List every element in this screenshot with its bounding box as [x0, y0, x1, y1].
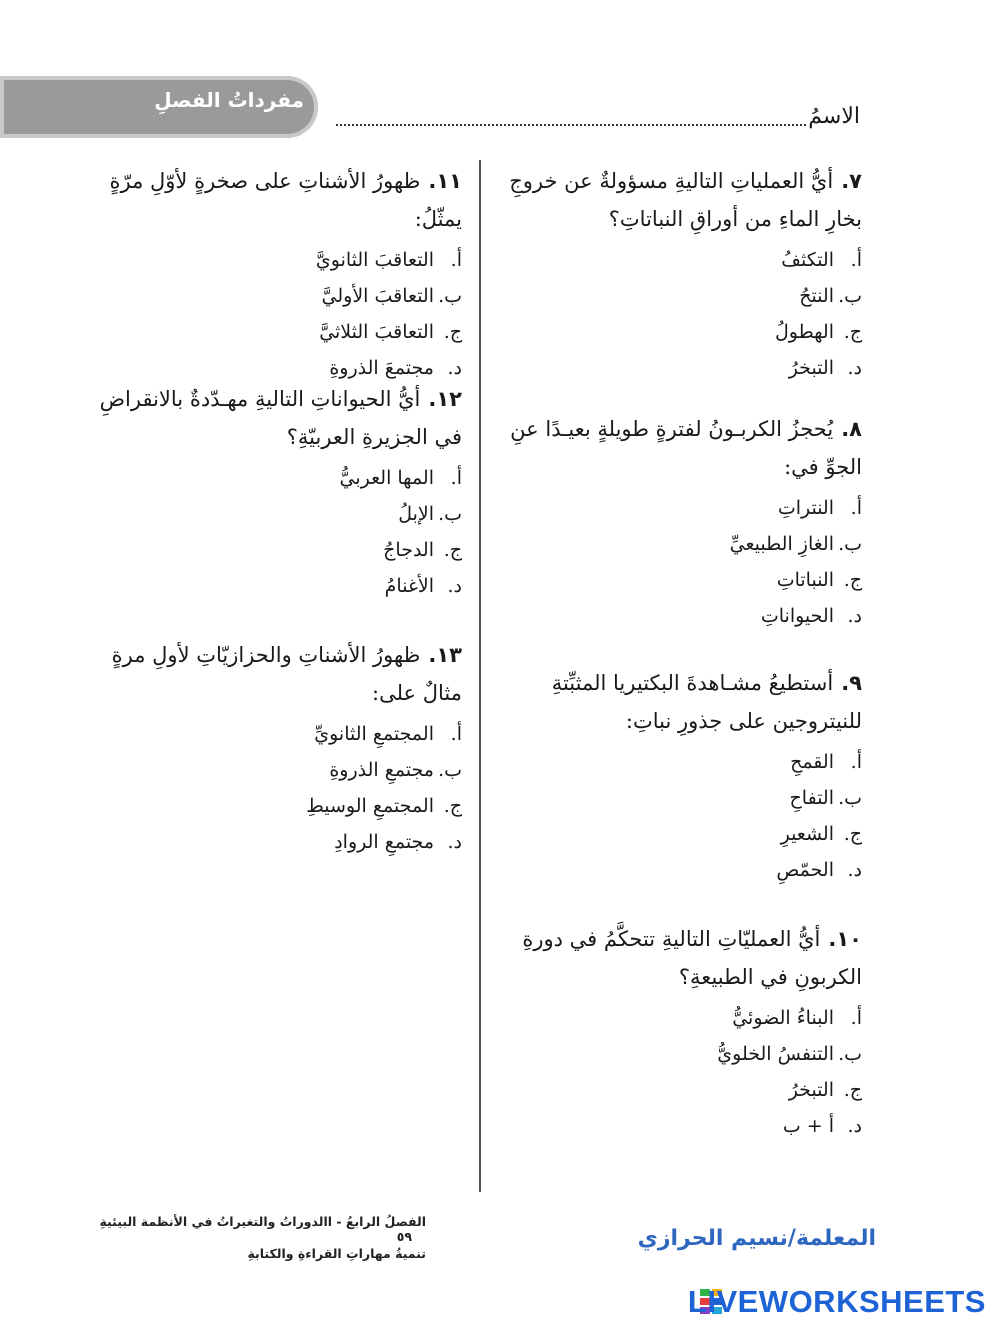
question-number: ٧.	[841, 169, 862, 193]
choice-d[interactable]: د.الحيواناتِ	[760, 605, 862, 627]
footer-chapter-text: الفصلُ الرابعُ - االدوراتُ والتغيراتُ في الأنظمة البيئيةِ	[99, 1214, 426, 1229]
choice-a[interactable]: أ.القمحِ	[790, 751, 862, 773]
question-10	[482, 920, 862, 1144]
question-11	[82, 162, 462, 386]
question-12	[82, 380, 462, 604]
choice-b[interactable]: ب.مجتمعِ الذروةِ	[329, 759, 462, 781]
teacher-name: المعلمة/نسيم الحرازي	[637, 1226, 876, 1251]
question-text: أيُّ العمليّاتِ التاليةِ تتحكَّمُ في دورةِ الكربونِ في الطبيعةِ؟	[522, 927, 862, 989]
choice-b[interactable]: ب.التفاحِ	[789, 787, 862, 809]
choice-c[interactable]: ج.النباتاتِ	[776, 569, 862, 591]
choice-a[interactable]: أ.المها العربيُّ	[339, 467, 462, 489]
question-number: ١٢.	[428, 387, 462, 411]
question-text: ظهورُ الأشناتِ والحزازيّاتِ لأولِ مرةٍ مثالٌ على:	[111, 643, 462, 705]
choice-d[interactable]: د.أ + ب	[782, 1115, 862, 1137]
choice-a[interactable]: أ.التكثفُ	[781, 249, 862, 271]
name-field[interactable]	[336, 124, 806, 126]
question-number: ٨.	[841, 417, 862, 441]
choice-a[interactable]: أ.المجتمعِ الثانويِّ	[314, 723, 462, 745]
choice-c[interactable]: ج.الهطولُ	[774, 321, 862, 343]
choice-d[interactable]: د.الحمّصِ	[776, 859, 862, 881]
choice-list	[82, 716, 462, 860]
choice-d[interactable]: د.مجتمعِ الروادِ	[334, 831, 462, 853]
choice-c[interactable]: ج.التعاقبَ الثلاثيَّ	[319, 321, 462, 343]
question-text: يُحجزُ الكربـونُ لفترةٍ طويلةٍ بعيـدًا عنِ الجوِّ في:	[510, 417, 862, 479]
footer-skills: تنميةُ مهاراتِ القراءةِ والكتابةِ	[247, 1246, 426, 1261]
page-number: ٥٩	[396, 1229, 412, 1244]
footer-chapter	[96, 1214, 426, 1244]
question-number: ١١.	[428, 169, 462, 193]
choice-c[interactable]: ج.الشعيرِ	[780, 823, 862, 845]
column-divider	[479, 160, 481, 1192]
question-9	[482, 664, 862, 888]
choice-list	[82, 460, 462, 604]
choice-list	[82, 242, 462, 386]
choice-c[interactable]: ج.التبخرُ	[788, 1079, 862, 1101]
question-number: ١٠.	[828, 927, 862, 951]
liveworksheets-brand[interactable]: LIVEWORKSHEETS	[687, 1284, 986, 1319]
choice-c[interactable]: ج.المجتمعِ الوسيطِ	[306, 795, 462, 817]
choice-b[interactable]: ب.الغازِ الطبيعيِّ	[729, 533, 862, 555]
choice-d[interactable]: د.الأغنامُ	[384, 575, 462, 597]
choice-list	[482, 1000, 862, 1144]
choice-list	[482, 744, 862, 888]
question-7	[482, 162, 862, 386]
question-8	[482, 410, 862, 634]
chapter-terms-tab	[0, 76, 318, 138]
name-label: الاسمُ	[808, 104, 860, 129]
choice-c[interactable]: ج.الدجاجُ	[383, 539, 462, 561]
choice-d[interactable]: د.مجتمعَ الذروةِ	[329, 357, 462, 379]
question-number: ٩.	[841, 671, 862, 695]
choice-b[interactable]: ب.النتحُ	[799, 285, 862, 307]
question-text: أيُّ الحيواناتِ التاليةِ مهـدّدةٌ بالانقراضِ في الجزيرةِ العربيّةِ؟	[99, 387, 462, 449]
choice-a[interactable]: أ.البناءُ الضوئيُّ	[732, 1007, 862, 1029]
chapter-terms-title: مفرداتُ الفصلِ	[154, 88, 304, 112]
question-13	[82, 636, 462, 860]
question-text: ظهورُ الأشناتِ على صخرةٍ لأوّلِ مرّةٍ يمثّلُ:	[109, 169, 462, 231]
choice-d[interactable]: د.التبخرُ	[788, 357, 862, 379]
question-number: ١٣.	[428, 643, 462, 667]
choice-b[interactable]: ب.التعاقبَ الأوليَّ	[321, 285, 462, 307]
choice-b[interactable]: ب.التنفسُ الخلويُّ	[717, 1043, 862, 1065]
choice-list	[482, 490, 862, 634]
choice-a[interactable]: أ.النتراتِ	[777, 497, 862, 519]
choice-list	[482, 242, 862, 386]
question-text: أستطيعُ مشـاهدةَ البكتيريا المثبِّتةِ للنيتروجين على جذورِ نباتِ:	[551, 671, 862, 733]
choice-b[interactable]: ب.الإبلُ	[398, 503, 462, 525]
choice-a[interactable]: أ.التعاقبَ الثانويَّ	[315, 249, 462, 271]
question-text: أيُّ العملياتِ التاليةِ مسؤولةٌ عن خروجِ بخارِ الماءِ من أوراقِ النباتاتِ؟	[509, 169, 862, 231]
